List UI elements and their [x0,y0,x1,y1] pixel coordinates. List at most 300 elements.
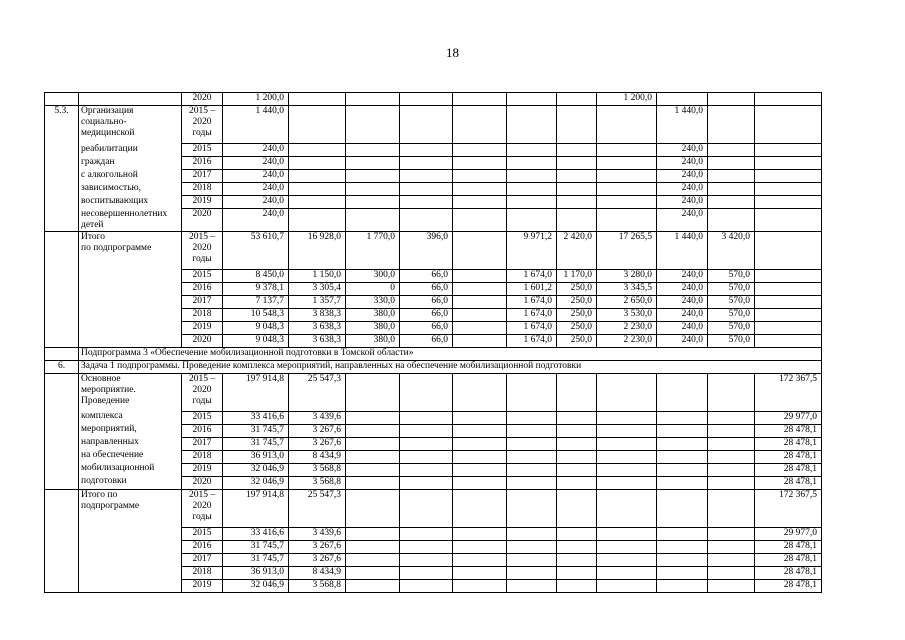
amount-cell: 240,0 [223,170,289,183]
amount-cell: 3 568,8 [289,463,346,476]
amount-cell [507,373,557,411]
amount-cell [453,231,507,269]
amount-cell: 250,0 [557,321,597,334]
activity-name-cell [79,540,182,553]
amount-cell [453,527,507,540]
period-cell: 2018 [182,450,223,463]
period-cell: 2015 – 2020 годы [182,373,223,411]
amount-cell [708,476,755,489]
amount-cell [597,553,657,566]
amount-cell: 3 267,6 [289,437,346,450]
amount-cell: 31 745,7 [223,437,289,450]
table-row [45,308,822,321]
amount-cell [597,183,657,196]
period-cell: 2020 [182,209,223,232]
amount-cell: 570,0 [708,295,755,308]
amount-cell: 250,0 [557,295,597,308]
amount-cell [346,183,400,196]
amount-cell [657,373,708,411]
amount-cell: 3 568,8 [289,579,346,592]
amount-cell [597,424,657,437]
amount-cell: 29 977,0 [755,527,822,540]
amount-cell: 32 046,9 [223,579,289,592]
amount-cell [453,334,507,347]
amount-cell [557,489,597,527]
amount-cell [657,450,708,463]
period-cell: 2019 [182,579,223,592]
period-cell: 2016 [182,157,223,170]
activity-name-cell: Организация социально- медицинской [79,106,182,144]
amount-cell [557,424,597,437]
budget-table [44,92,822,593]
table-row [45,373,822,411]
activity-name-cell [79,527,182,540]
amount-cell: 1 674,0 [507,269,557,282]
amount-cell [507,540,557,553]
amount-cell: 240,0 [223,196,289,209]
amount-cell [346,566,400,579]
amount-cell [597,106,657,144]
amount-cell: 36 913,0 [223,450,289,463]
amount-cell [597,170,657,183]
amount-cell: 197 914,8 [223,489,289,527]
amount-cell [346,106,400,144]
amount-cell: 240,0 [657,183,708,196]
amount-cell: 172 367,5 [755,373,822,411]
amount-cell [557,476,597,489]
table-row [45,540,822,553]
amount-cell [657,540,708,553]
amount-cell: 66,0 [400,308,453,321]
period-cell: 2015 – 2020 годы [182,231,223,269]
amount-cell: 300,0 [346,269,400,282]
amount-cell: 2 230,0 [597,321,657,334]
period-cell: 2015 [182,411,223,424]
period-cell: 2019 [182,463,223,476]
amount-cell [755,196,822,209]
amount-cell [453,424,507,437]
amount-cell [657,579,708,592]
amount-cell [453,411,507,424]
amount-cell: 0 [346,282,400,295]
activity-name-cell [79,282,182,295]
amount-cell: 240,0 [657,269,708,282]
amount-cell: 2 420,0 [557,231,597,269]
amount-cell: 66,0 [400,321,453,334]
amount-cell [755,106,822,144]
amount-cell [657,489,708,527]
amount-cell: 31 745,7 [223,424,289,437]
period-cell: 2017 [182,437,223,450]
amount-cell [597,579,657,592]
amount-cell: 380,0 [346,334,400,347]
amount-cell [289,196,346,209]
amount-cell: 240,0 [223,144,289,157]
amount-cell: 570,0 [708,282,755,295]
amount-cell [507,144,557,157]
activity-name-cell: Итого по подпрограмме [79,231,182,269]
amount-cell [597,527,657,540]
amount-cell [507,424,557,437]
amount-cell [557,373,597,411]
amount-cell [507,476,557,489]
activity-name-cell: несовершеннолетних детей [79,209,182,232]
amount-cell [400,566,453,579]
amount-cell [453,437,507,450]
table-row [45,282,822,295]
amount-cell: 197 914,8 [223,373,289,411]
amount-cell [453,308,507,321]
amount-cell [346,157,400,170]
amount-cell: 240,0 [657,321,708,334]
amount-cell [755,157,822,170]
row-number-cell: 5.3. [45,106,79,232]
activity-name-cell: с алкогольной [79,170,182,183]
table-row [45,231,822,269]
amount-cell [400,373,453,411]
amount-cell [657,553,708,566]
amount-cell [289,93,346,106]
table-row [45,106,822,144]
row-number-cell [45,373,79,489]
amount-cell [400,209,453,232]
amount-cell [557,144,597,157]
amount-cell [400,437,453,450]
amount-cell: 7 137,7 [223,295,289,308]
table-row [45,144,822,157]
amount-cell: 380,0 [346,308,400,321]
amount-cell [597,489,657,527]
amount-cell: 240,0 [657,209,708,232]
amount-cell [507,579,557,592]
activity-name-cell: Основное мероприятие. Проведение [79,373,182,411]
amount-cell: 28 478,1 [755,437,822,450]
table-row [45,295,822,308]
amount-cell: 1 440,0 [657,106,708,144]
amount-cell [507,527,557,540]
period-cell: 2019 [182,321,223,334]
amount-cell [507,553,557,566]
amount-cell [400,106,453,144]
amount-cell: 66,0 [400,334,453,347]
section-header-row [45,347,822,360]
period-cell: 2019 [182,196,223,209]
amount-cell: 3 838,3 [289,308,346,321]
period-cell: 2020 [182,476,223,489]
activity-name-cell [79,334,182,347]
amount-cell [597,209,657,232]
amount-cell: 3 420,0 [708,231,755,269]
amount-cell [708,489,755,527]
amount-cell [289,170,346,183]
amount-cell [346,373,400,411]
amount-cell: 570,0 [708,334,755,347]
amount-cell [597,373,657,411]
amount-cell: 9 048,3 [223,334,289,347]
amount-cell [597,196,657,209]
amount-cell [708,157,755,170]
amount-cell [708,424,755,437]
amount-cell [557,106,597,144]
amount-cell [289,209,346,232]
amount-cell [289,157,346,170]
amount-cell [453,144,507,157]
amount-cell: 28 478,1 [755,579,822,592]
amount-cell: 1 674,0 [507,334,557,347]
amount-cell [507,196,557,209]
amount-cell [597,157,657,170]
amount-cell [755,334,822,347]
amount-cell: 3 530,0 [597,308,657,321]
amount-cell [708,196,755,209]
amount-cell [507,463,557,476]
activity-name-cell: направленных [79,437,182,450]
amount-cell [453,183,507,196]
amount-cell [346,424,400,437]
amount-cell: 31 745,7 [223,540,289,553]
amount-cell: 25 547,3 [289,489,346,527]
period-cell: 2015 [182,527,223,540]
amount-cell: 66,0 [400,269,453,282]
amount-cell [657,424,708,437]
amount-cell [708,566,755,579]
table-row [45,527,822,540]
amount-cell: 250,0 [557,282,597,295]
amount-cell [507,93,557,106]
amount-cell: 3 267,6 [289,553,346,566]
amount-cell: 9 048,3 [223,321,289,334]
amount-cell [400,144,453,157]
amount-cell [346,93,400,106]
activity-name-cell [79,269,182,282]
amount-cell: 9 971,2 [507,231,557,269]
amount-cell [557,170,597,183]
amount-cell [597,437,657,450]
amount-cell [507,437,557,450]
amount-cell: 53 610,7 [223,231,289,269]
amount-cell: 240,0 [657,334,708,347]
amount-cell [708,553,755,566]
amount-cell [346,540,400,553]
amount-cell [453,157,507,170]
activity-name-cell [79,579,182,592]
amount-cell: 330,0 [346,295,400,308]
amount-cell: 29 977,0 [755,411,822,424]
amount-cell: 3 439,6 [289,527,346,540]
table-row [45,334,822,347]
amount-cell [657,527,708,540]
period-cell: 2018 [182,308,223,321]
amount-cell: 240,0 [223,183,289,196]
amount-cell [557,463,597,476]
amount-cell [557,437,597,450]
amount-cell: 380,0 [346,321,400,334]
period-cell: 2020 [182,334,223,347]
table-row [45,411,822,424]
amount-cell: 66,0 [400,295,453,308]
amount-cell [708,209,755,232]
amount-cell: 3 305,4 [289,282,346,295]
activity-name-cell: Итого по подпрограмме [79,489,182,527]
amount-cell [657,93,708,106]
period-cell: 2017 [182,553,223,566]
amount-cell [755,282,822,295]
amount-cell [557,553,597,566]
amount-cell [708,106,755,144]
amount-cell: 9 378,1 [223,282,289,295]
period-cell: 2018 [182,566,223,579]
amount-cell [507,411,557,424]
amount-cell [597,540,657,553]
table-row [45,93,822,106]
period-cell: 2015 – 2020 годы [182,106,223,144]
amount-cell [453,553,507,566]
row-number-cell [45,489,79,592]
amount-cell: 1 674,0 [507,295,557,308]
amount-cell [708,373,755,411]
amount-cell: 1 200,0 [223,93,289,106]
table-row [45,196,822,209]
activity-name-cell: граждан [79,157,182,170]
table-row [45,424,822,437]
row-number-cell [45,347,79,360]
amount-cell: 66,0 [400,282,453,295]
table-row [45,269,822,282]
amount-cell: 10 548,3 [223,308,289,321]
amount-cell: 240,0 [223,209,289,232]
amount-cell [453,196,507,209]
amount-cell [708,540,755,553]
amount-cell: 3 345,5 [597,282,657,295]
amount-cell [346,579,400,592]
amount-cell [507,566,557,579]
amount-cell: 240,0 [657,157,708,170]
amount-cell [453,170,507,183]
amount-cell: 570,0 [708,308,755,321]
amount-cell [346,527,400,540]
amount-cell [755,144,822,157]
amount-cell [400,553,453,566]
table-row [45,579,822,592]
amount-cell [507,170,557,183]
amount-cell: 8 434,9 [289,566,346,579]
amount-cell [400,183,453,196]
amount-cell [597,566,657,579]
activity-name-cell: комплекса [79,411,182,424]
amount-cell [557,566,597,579]
amount-cell: 3 280,0 [597,269,657,282]
amount-cell [346,450,400,463]
amount-cell: 3 267,6 [289,424,346,437]
amount-cell [507,106,557,144]
amount-cell [507,183,557,196]
amount-cell: 3 439,6 [289,411,346,424]
amount-cell [400,540,453,553]
amount-cell [657,463,708,476]
amount-cell [755,308,822,321]
amount-cell [453,463,507,476]
amount-cell [597,144,657,157]
amount-cell [453,540,507,553]
amount-cell [453,106,507,144]
activity-name-cell [79,295,182,308]
amount-cell [453,373,507,411]
amount-cell: 33 416,6 [223,527,289,540]
activity-name-cell: мобилизационной [79,463,182,476]
table-row [45,437,822,450]
amount-cell [400,424,453,437]
amount-cell [453,269,507,282]
amount-cell [400,489,453,527]
amount-cell: 250,0 [557,334,597,347]
amount-cell [597,411,657,424]
amount-cell [346,196,400,209]
amount-cell: 16 928,0 [289,231,346,269]
amount-cell [346,209,400,232]
activity-name-cell: на обеспечение [79,450,182,463]
amount-cell: 240,0 [223,157,289,170]
table-row [45,321,822,334]
amount-cell [453,282,507,295]
amount-cell [346,553,400,566]
amount-cell: 250,0 [557,308,597,321]
amount-cell [708,527,755,540]
amount-cell: 240,0 [657,282,708,295]
amount-cell [755,231,822,269]
amount-cell [755,295,822,308]
section-title-cell: Подпрограмма 3 «Обеспечение мобилизационной подготовки в Томской области» [79,347,822,360]
amount-cell: 1 150,0 [289,269,346,282]
activity-name-cell: зависимостью, [79,183,182,196]
amount-cell [755,93,822,106]
amount-cell [400,579,453,592]
amount-cell: 3 568,8 [289,476,346,489]
amount-cell [346,170,400,183]
amount-cell [557,411,597,424]
amount-cell [346,489,400,527]
amount-cell: 36 913,0 [223,566,289,579]
amount-cell: 1 674,0 [507,308,557,321]
amount-cell: 396,0 [400,231,453,269]
amount-cell [557,157,597,170]
amount-cell: 240,0 [657,308,708,321]
amount-cell: 240,0 [657,295,708,308]
amount-cell [708,170,755,183]
amount-cell [657,411,708,424]
amount-cell [346,476,400,489]
amount-cell [400,527,453,540]
amount-cell: 31 745,7 [223,553,289,566]
amount-cell [557,196,597,209]
activity-name-cell: воспитывающих [79,196,182,209]
activity-name-cell [79,93,182,106]
amount-cell [708,144,755,157]
amount-cell [557,579,597,592]
amount-cell: 17 265,5 [597,231,657,269]
amount-cell [400,157,453,170]
activity-name-cell [79,566,182,579]
activity-name-cell: подготовки [79,476,182,489]
amount-cell [708,411,755,424]
amount-cell [346,463,400,476]
amount-cell [755,321,822,334]
amount-cell [557,540,597,553]
amount-cell [289,106,346,144]
amount-cell [346,437,400,450]
period-cell: 2018 [182,183,223,196]
amount-cell: 240,0 [657,170,708,183]
period-cell: 2020 [182,93,223,106]
